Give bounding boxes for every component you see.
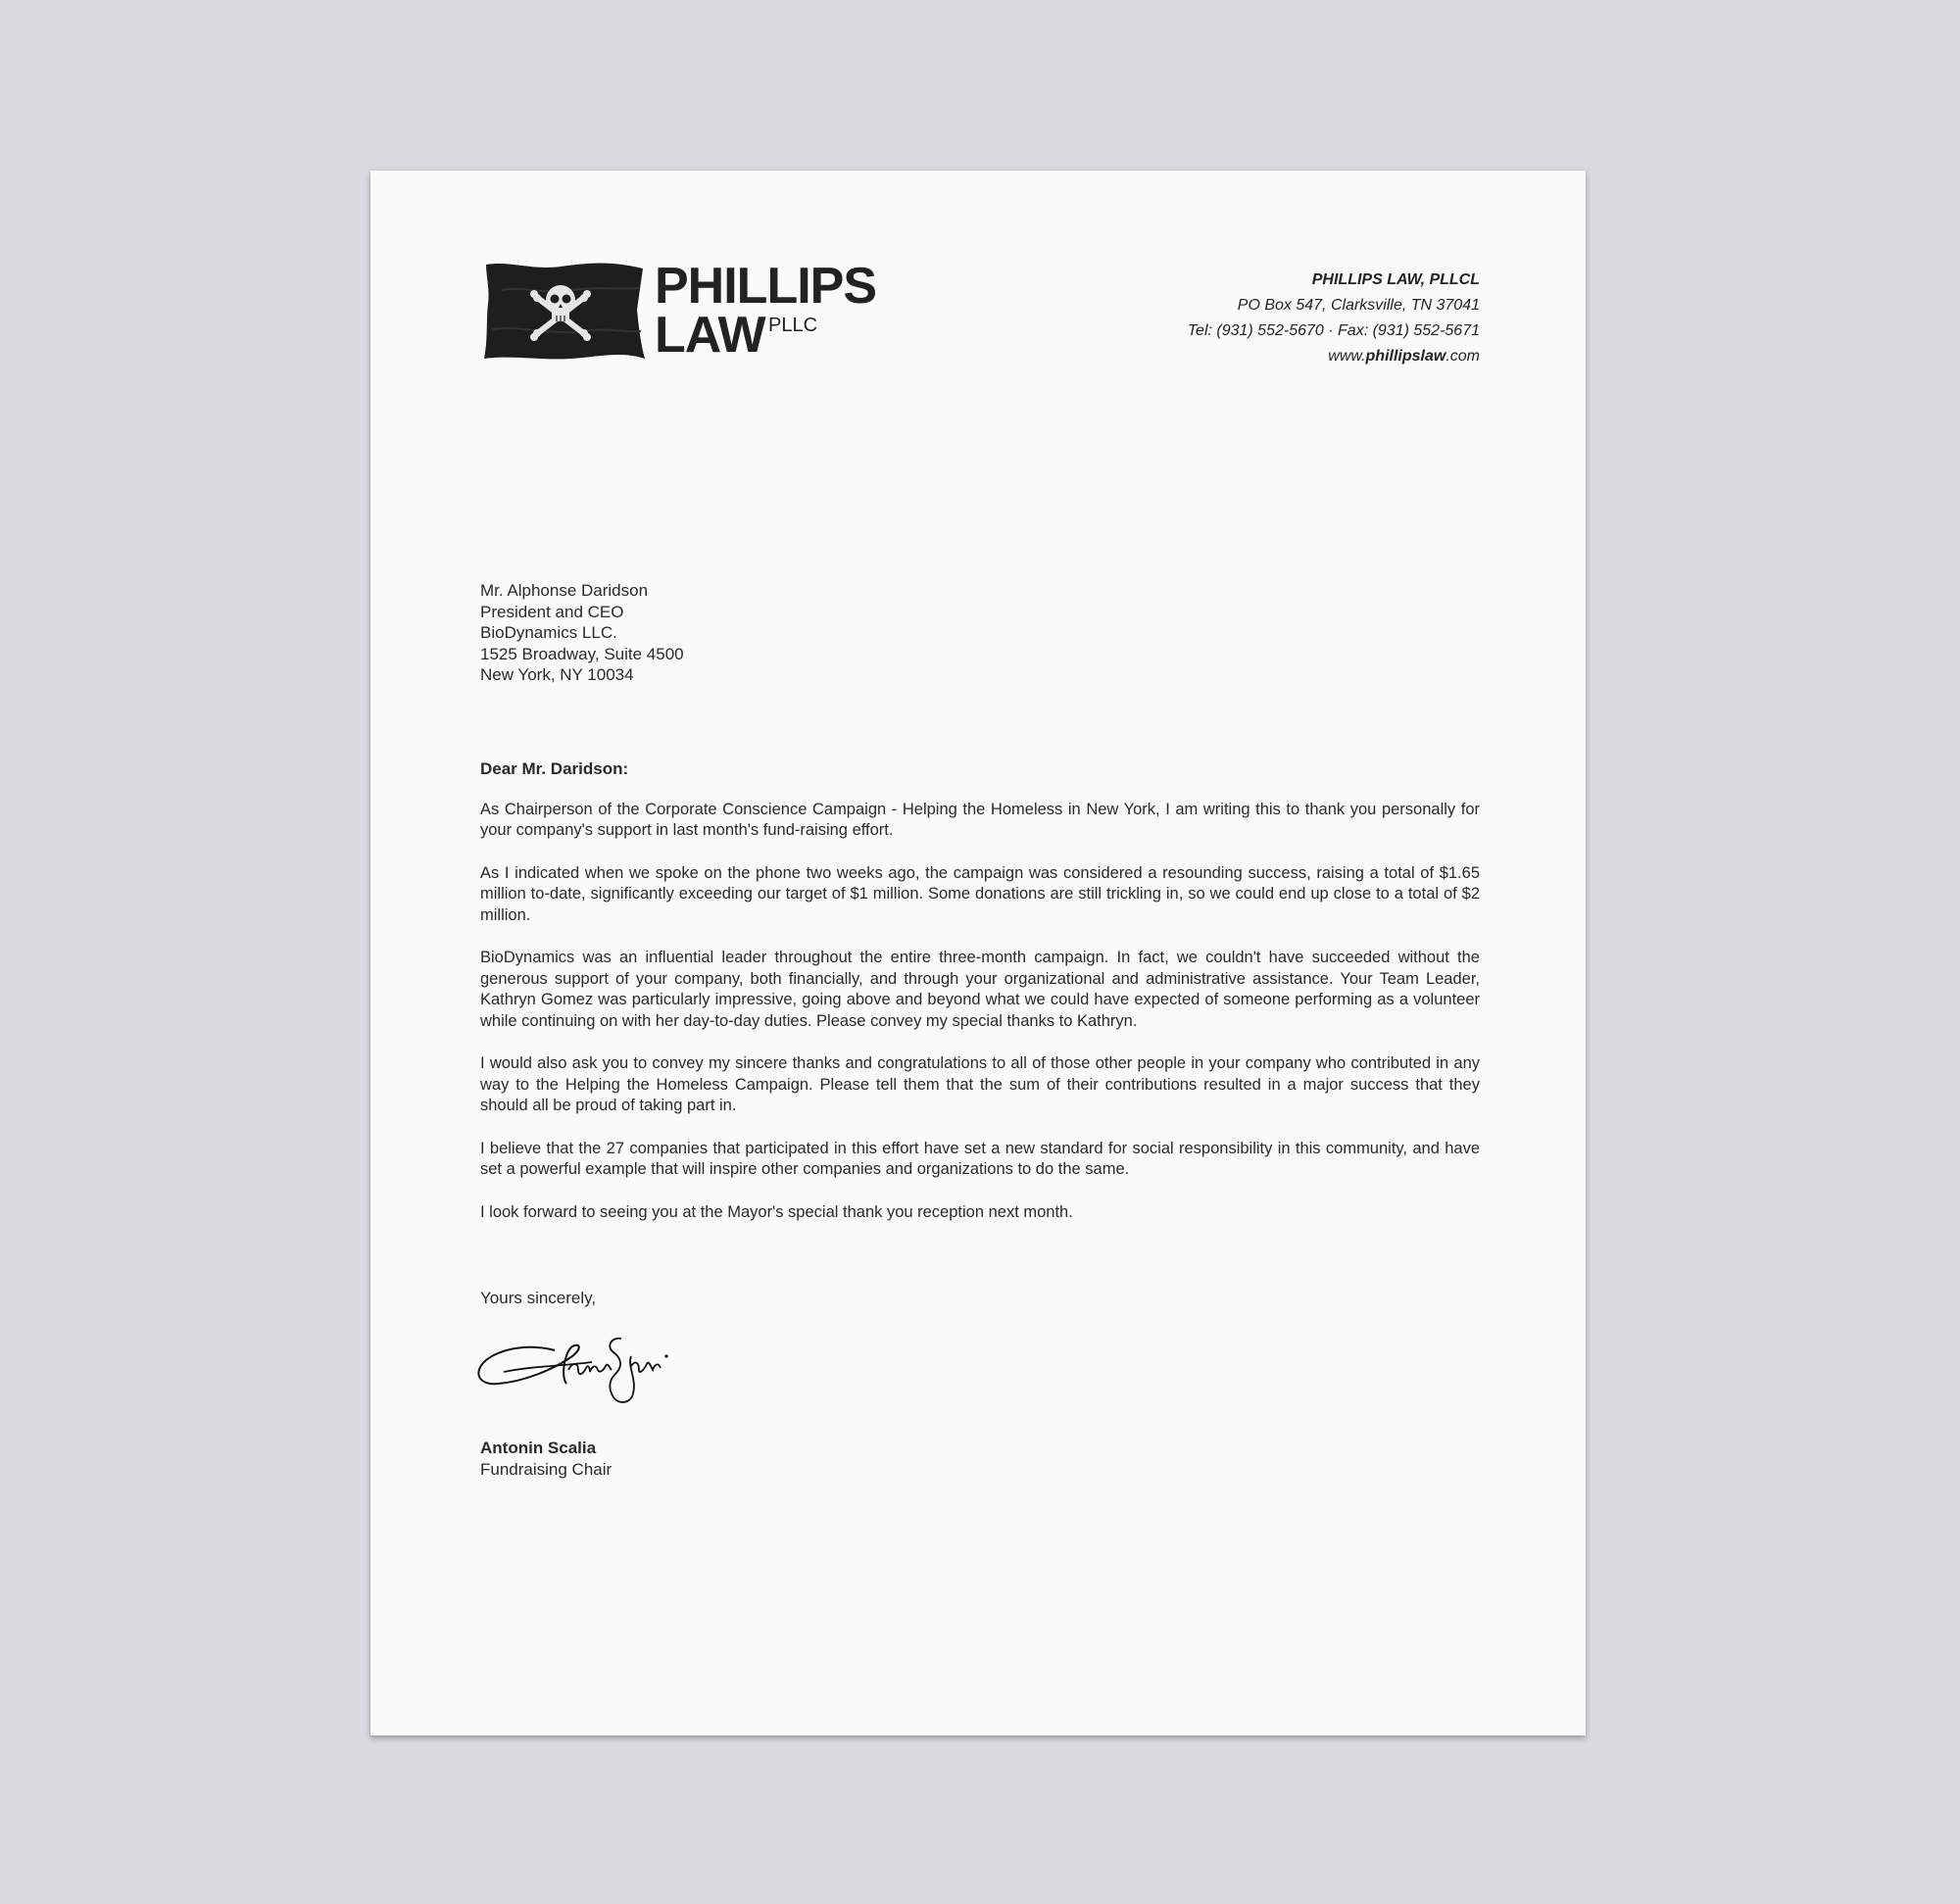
recipient-company: BioDynamics LLC. xyxy=(480,623,617,642)
company-logo xyxy=(482,258,877,368)
letter-sheet xyxy=(370,171,1586,1735)
recipient-street: 1525 Broadway, Suite 4500 xyxy=(480,644,684,663)
firm-name: PHILLIPS LAW, PLLCL xyxy=(1311,271,1480,288)
paragraph: I look forward to seeing you at the Mayor's special thank you reception next month. xyxy=(480,1202,1073,1221)
recipient-city: New York, NY 10034 xyxy=(480,665,634,684)
letterhead-contact-block xyxy=(990,268,1480,369)
letter-body xyxy=(480,758,1480,1245)
skull-and-crossbones-flag-icon xyxy=(482,261,647,363)
paragraph: As I indicated when we spoke on the phone two weeks ago, the campaign was considered a resounding success, raising a total of $1.65 million to-date, significantly exceeding our target of $1 million. Some donations are still trickling in, so we could end up close to a total of $2 million. xyxy=(480,863,1480,924)
signer-title: Fundraising Chair xyxy=(480,1459,612,1479)
salutation: Dear Mr. Daridson: xyxy=(480,759,629,778)
recipient-title: President and CEO xyxy=(480,602,624,621)
signer-block xyxy=(480,1438,612,1480)
logo-word-phillips: PHILLIPS xyxy=(655,258,877,315)
firm-website xyxy=(990,344,1480,369)
paragraph: BioDynamics was an influential leader throughout the entire three-month campaign. In fact, we couldn't have succeeded without the generous support of your company, both financially, and through your organizational and administrative assistance. Your Team Leader, Kathryn Gomez was particularly impressive, going above and beyond what we could have expected of someone performing as a volunteer while continuing on with her day-to-day duties. Please convey my special thanks to Kathryn. xyxy=(480,949,1480,1030)
website-suffix: .com xyxy=(1446,348,1480,365)
firm-phone-fax: Tel: (931) 552-5670 · Fax: (931) 552-5671 xyxy=(1187,322,1480,339)
logo-word-pllc: PLLC xyxy=(768,315,818,336)
paragraph: I believe that the 27 companies that participated in this effort have set a new standard for social responsibility in this community, and have set a powerful example that will inspire other companies and organizations to do the same. xyxy=(480,1139,1480,1178)
recipient-address-block xyxy=(480,580,684,686)
handwritten-signature xyxy=(474,1327,690,1425)
closing: Yours sincerely, xyxy=(480,1289,597,1307)
paragraph: As Chairperson of the Corporate Conscience Campaign - Helping the Homeless in New York, I am writing this to thank you personally for your company's support in last month's fund-raising effort. xyxy=(480,800,1480,839)
firm-address: PO Box 547, Clarksville, TN 37041 xyxy=(1237,297,1480,314)
paragraph: I would also ask you to convey my sincere thanks and congratulations to all of those other people in your company who contributed in any way to the Helping the Homeless Campaign. Please tell them that the sum of their contributions resulted in a major success that they should all be proud of taking part in. xyxy=(480,1054,1480,1114)
signer-name: Antonin Scalia xyxy=(480,1439,597,1457)
website-domain: phillipslaw xyxy=(1365,348,1446,365)
website-prefix: www. xyxy=(1328,348,1366,365)
recipient-name: Mr. Alphonse Daridson xyxy=(480,581,649,600)
logo-word-law: LAW xyxy=(655,307,765,364)
